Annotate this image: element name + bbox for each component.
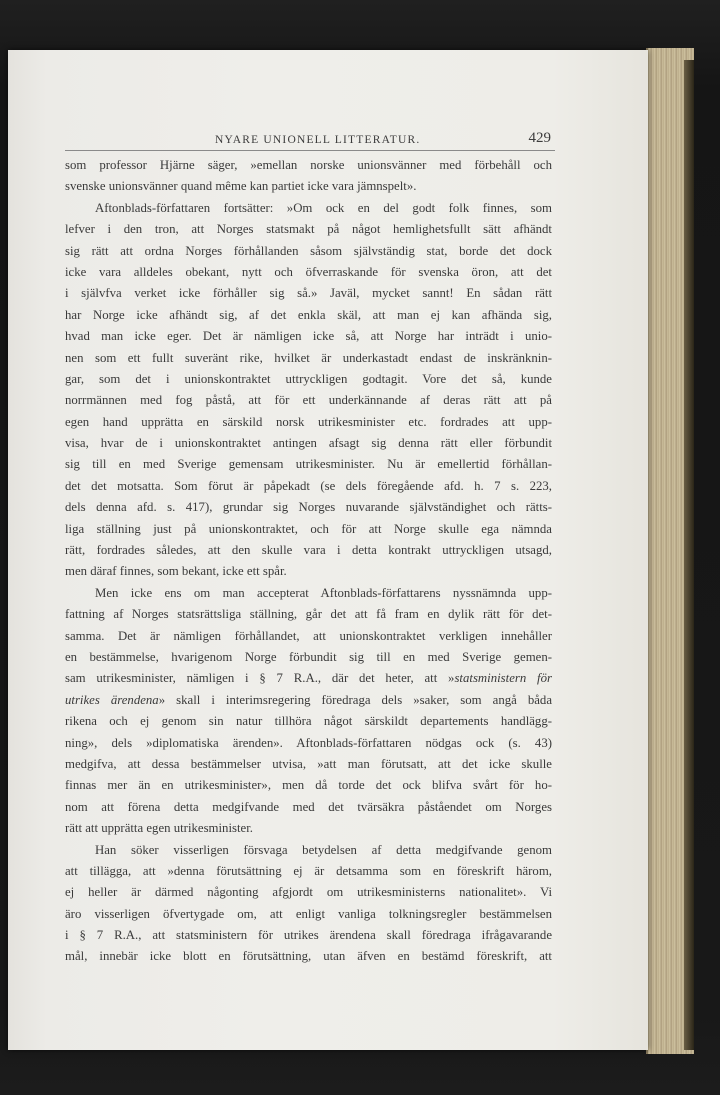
text-line: utrikes ärendena» skall i interimsregering föredraga dels »saker, som angå båda bbox=[65, 692, 552, 707]
text-line: ning», dels »diplomatiska ärenden». Aftonblads-författaren nödgas ock (s. 43) bbox=[65, 735, 552, 750]
text-line: i självfva verket icke förhåller sig så.» Javäl, mycket sannt! En sådan rätt bbox=[65, 286, 552, 301]
text-line: icke vara alldeles obekant, nytt och öfverraskande för svenska öron, att det bbox=[65, 264, 552, 279]
text-line: i § 7 R.A., att statsministern för utrikes ärendena skall föredraga ifrågavarande bbox=[65, 928, 552, 943]
text-line: det det motsatta. Som förut är påpekadt (se dels föregående afd. h. 7 s. 223, bbox=[65, 478, 552, 493]
text-line: en bestämmelse, hvarigenom Norge förbundit sig till en med Sverige gemen- bbox=[65, 649, 552, 664]
page-header bbox=[65, 130, 551, 150]
italic-phrase: statsministern för bbox=[454, 671, 552, 686]
text-line: som professor Hjärne säger, »emellan norske unionsvänner med förbehåll och bbox=[65, 158, 552, 172]
text-line: lefver i den tron, att Norges statsmakt på något hemlighetsfullt sätt afhändt bbox=[65, 222, 552, 237]
text-line: Han söker visserligen försvaga betydelsen af detta medgifvande genom bbox=[95, 842, 552, 857]
text-line: visa, hvar de i unionskontraktet antingen afsagt sig denna rätt eller förbundit bbox=[65, 436, 552, 451]
text-line: nom att förena detta medgifvande med det tvärsäkra påståendet om Norges bbox=[65, 799, 552, 814]
text-line: äro visserligen öfvertygade om, att enligt vanliga tolkningsregler bestämmelsen bbox=[65, 906, 552, 921]
page-number: 429 bbox=[528, 130, 551, 146]
text-line: egen hand upprätta en särskild norsk utrikesminister etc. fordrades att upp- bbox=[65, 414, 552, 429]
text-line: men däraf finnes, som bekant, icke ett spår. bbox=[65, 564, 287, 579]
text-line: Aftonblads-författaren fortsätter: »Om ock en del godt folk finnes, som bbox=[95, 200, 552, 215]
text-line: ej heller är därmed någonting afgjordt om utrikesministerns nationalitet». Vi bbox=[65, 885, 552, 900]
text-line: sig till en med Sverige gemensam utrikesminister. Nu är emellertid förhållan- bbox=[65, 457, 552, 472]
italic-phrase: utrikes ärendena bbox=[65, 692, 159, 707]
text-line: att tillägga, att »denna förutsättning ej är detsamma som en föreskrift härom, bbox=[65, 863, 552, 878]
text-line: rikena och ej genom sin natur tillhöra något särskildt departements handlägg- bbox=[65, 714, 552, 729]
text-line: sam utrikesminister, nämligen i § 7 R.A., där det heter, att »statsministern för bbox=[65, 671, 552, 686]
text-line: gar, som det i unionskontraktet uttryckligen godtagit. Vore det så, kunde bbox=[65, 371, 552, 386]
header-rule bbox=[65, 150, 555, 151]
running-title: NYARE UNIONELL LITTERATUR. bbox=[215, 134, 421, 146]
text-line: fattning af Norges statsrättsliga ställning, går det att få fram en dylik rätt för det- bbox=[65, 607, 552, 622]
text-line: Men icke ens om man accepterat Aftonblads-författarens nyssnämnda upp- bbox=[95, 585, 552, 600]
text-line: svenske unionsvänner quand même kan partiet icke vara jämnspelt». bbox=[65, 179, 417, 194]
text-line: nen som ett fullt suveränt rike, hvilket är underkastadt endast de inskränknin- bbox=[65, 350, 552, 365]
text-line: sig rätt att ordna Norges förhållanden såsom självständig stat, borde det dock bbox=[65, 243, 552, 258]
text-line: rätt att upprätta egen utrikesminister. bbox=[65, 821, 253, 836]
text-line: samma. Det är nämligen förhållandet, att unionskontraktet verkligen innehåller bbox=[65, 628, 552, 643]
text-line: rätt, fordrades således, att den skulle vara i detta kontrakt uttryckligen utsagd, bbox=[65, 543, 552, 558]
text-line: hvad man icke eger. Det är nämligen icke så, att Norge har inträdt i unio- bbox=[65, 329, 552, 344]
text-line: finnas mer än en utrikesminister», men då torde det ock blifva svårt för ho- bbox=[65, 778, 552, 793]
text-line: har Norge icke afhändt sig, af det enkla skäl, att man ej kan afhända sig, bbox=[65, 307, 552, 322]
body-text bbox=[65, 155, 552, 968]
text-line: liga ställning just på unionskontraktet, och för att Norge skulle ega nämnda bbox=[65, 521, 552, 536]
text-line: norrmännen med fog påstå, att för ett underkännande af deras rätt att på bbox=[65, 393, 552, 408]
text-line: medgifva, att dessa bestämmelser utvisa, »att man förutsatt, att det icke skulle bbox=[65, 756, 552, 771]
book-spine-shadow bbox=[684, 60, 694, 1050]
text-line: dels denna afd. s. 417), grundar sig Norges nuvarande självständighet och rätts- bbox=[65, 500, 552, 515]
text-line: mål, innebär icke blott en förutsättning, utan äfven en bestämd föreskrift, att bbox=[65, 949, 552, 964]
